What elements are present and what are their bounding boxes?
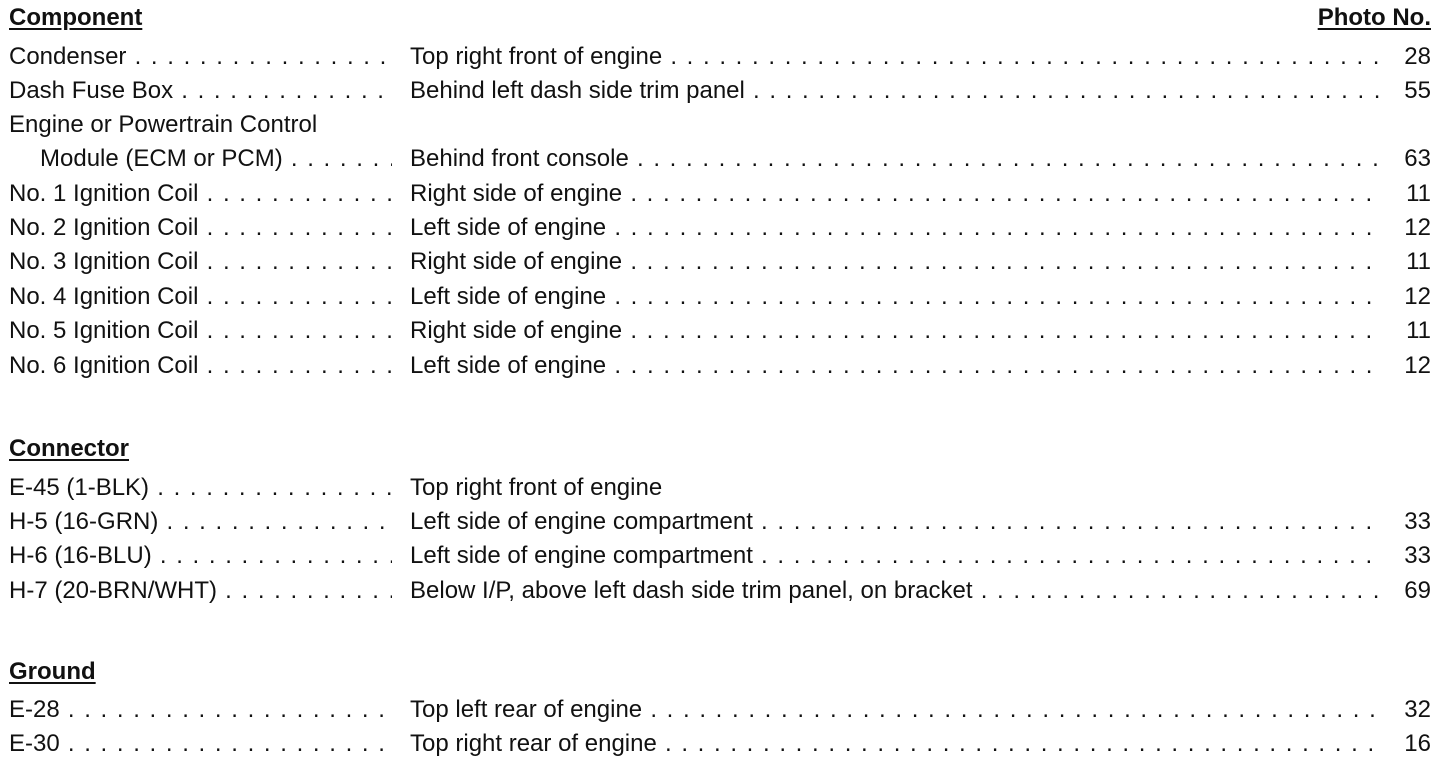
table-row — [9, 40, 1431, 74]
table-row — [9, 471, 1431, 505]
table-row — [9, 349, 1431, 383]
connector-location: Left side of engine compartment . . . — [410, 539, 1383, 573]
table-row — [9, 280, 1431, 314]
table-row — [9, 539, 1431, 573]
component-location: Behind left dash side trim panel . . . — [410, 74, 1383, 108]
component-name: Module (ECM or PCM) . . . — [9, 142, 392, 176]
component-name: Condenser . . . — [9, 40, 392, 74]
photo-number: 11 — [1406, 317, 1431, 344]
ground-location: Top right rear of engine . . . — [410, 727, 1383, 761]
component-location: Top right front of engine . . . — [410, 40, 1383, 74]
connector-heading: Connector — [9, 435, 129, 462]
table-row — [9, 108, 1431, 142]
photo-number: 33 — [1404, 542, 1431, 569]
photo-number: 11 — [1406, 180, 1431, 207]
connector-name: H-7 (20-BRN/WHT) . . . — [9, 574, 392, 608]
ground-location: Top left rear of engine . . . — [410, 693, 1383, 727]
component-name: No. 6 Ignition Coil . . . — [9, 349, 392, 383]
component-name: No. 3 Ignition Coil . . . — [9, 245, 392, 279]
connector-location: Top right front of engine — [410, 474, 663, 501]
component-name: Engine or Powertrain Control — [9, 111, 318, 138]
component-location: Left side of engine . . . — [410, 349, 1383, 383]
ground-name: E-28 . . . — [9, 693, 392, 727]
table-row — [9, 314, 1431, 348]
photo-number: 55 — [1404, 77, 1431, 104]
connector-name: H-6 (16-BLU) . . . — [9, 539, 392, 573]
table-row — [9, 74, 1431, 108]
photo-number: 63 — [1404, 145, 1431, 172]
table-row — [9, 693, 1431, 727]
component-name: No. 5 Ignition Coil . . . — [9, 314, 392, 348]
component-location: Right side of engine . . . — [410, 245, 1383, 279]
component-location: Left side of engine . . . — [410, 280, 1383, 314]
photo-number: 69 — [1404, 577, 1431, 604]
table-row — [9, 727, 1431, 761]
connector-location: Left side of engine compartment . . . — [410, 505, 1383, 539]
table-row — [9, 211, 1431, 245]
table-row — [9, 505, 1431, 539]
component-location: Right side of engine . . . — [410, 177, 1383, 211]
photo-number: 33 — [1404, 508, 1431, 535]
table-row — [9, 574, 1431, 608]
component-name: No. 4 Ignition Coil . . . — [9, 280, 392, 314]
table-row — [9, 177, 1431, 211]
photo-number: 12 — [1404, 352, 1431, 379]
table-row — [9, 142, 1431, 176]
component-location: Left side of engine . . . — [410, 211, 1383, 245]
ground-heading: Ground — [9, 658, 96, 685]
photo-number: 32 — [1404, 696, 1431, 723]
component-name: No. 2 Ignition Coil . . . — [9, 211, 392, 245]
component-heading: Component — [9, 4, 143, 31]
connector-name: H-5 (16-GRN) . . . — [9, 505, 392, 539]
component-location: Right side of engine . . . — [410, 314, 1383, 348]
component-location: Behind front console . . . — [410, 142, 1383, 176]
ground-name: E-30 . . . — [9, 727, 392, 761]
component-name: No. 1 Ignition Coil . . . — [9, 177, 392, 211]
photo-number: 28 — [1404, 43, 1431, 70]
photo-number: 16 — [1404, 730, 1431, 757]
component-name: Dash Fuse Box . . . — [9, 74, 392, 108]
photo-number: 12 — [1404, 214, 1431, 241]
photo-number: 12 — [1404, 283, 1431, 310]
connector-name: E-45 (1-BLK) . . . — [9, 471, 392, 505]
table-row — [9, 245, 1431, 279]
connector-location: Below I/P, above left dash side trim panel, on bracket . . . — [410, 574, 1383, 608]
photo-number: 11 — [1406, 248, 1431, 275]
photo-no-heading: Photo No. — [1317, 4, 1431, 31]
